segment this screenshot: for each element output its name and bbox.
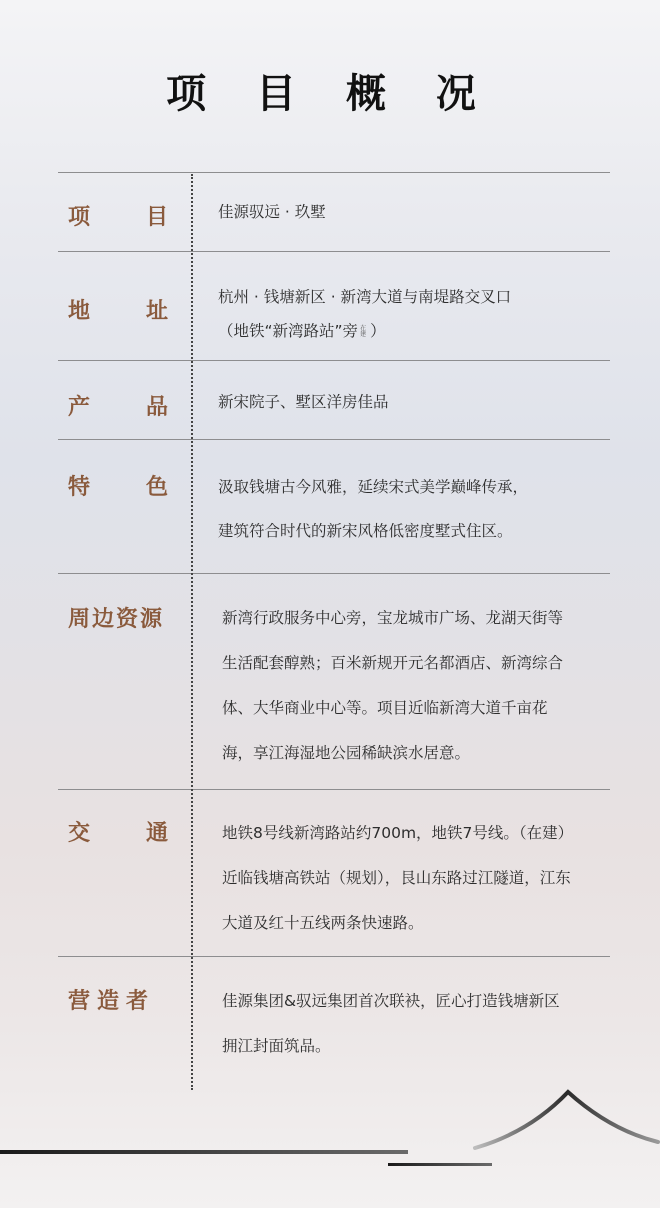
divider [58, 956, 610, 957]
row-text-project [218, 201, 598, 223]
text-line: 新宋院子、墅区洋房佳品 [218, 393, 389, 411]
label-char: 项 [68, 204, 91, 230]
row-label-feature [68, 470, 168, 501]
label-char: 址 [145, 298, 168, 324]
text-line: 杭州 · 钱塘新区 · 新湾大道与南堤路交叉口 [218, 288, 512, 306]
text-line: 大道及红十五线两条快速路。 [222, 914, 424, 932]
row-label-address [68, 294, 168, 325]
divider [58, 172, 610, 173]
label-char: 产 [68, 394, 91, 420]
text-line: 地铁8号线新湾路站约700m，地铁7号线。（在建） [222, 824, 574, 842]
row-text-developer [222, 979, 602, 1069]
row-text-address [218, 280, 598, 348]
label-char: 地 [68, 298, 91, 324]
row-label-transport [68, 816, 168, 847]
address-note-main: （地铁“新湾路站”旁 [218, 322, 359, 340]
label-text: 周边资源 [68, 606, 165, 632]
text-line: 海，享江海湿地公园稀缺滨水居意。 [222, 744, 471, 762]
text-line: 生活配套醇熟；百米新规开元名都酒店、新湾综合 [222, 654, 564, 672]
text-line: 拥江封面筑品。 [222, 1037, 331, 1055]
dotted-column-divider [191, 174, 193, 1090]
text-line: 体、大华商业中心等。项目近临新湾大道千亩花 [222, 699, 548, 717]
divider [58, 573, 610, 574]
bottom-decor-bar [0, 1150, 408, 1154]
bottom-decor-bar [388, 1163, 492, 1166]
row-text-surroundings [222, 596, 602, 776]
label-text: 营造者 [68, 988, 156, 1014]
construction-note: 在建 [360, 324, 367, 338]
label-char: 色 [145, 474, 168, 500]
divider [58, 439, 610, 440]
row-label-developer [68, 984, 168, 1015]
divider [58, 360, 610, 361]
row-label-product [68, 390, 168, 421]
label-char: 目 [145, 204, 168, 230]
label-char: 品 [145, 394, 168, 420]
address-note-close: ） [370, 322, 386, 340]
label-char: 交 [68, 820, 91, 846]
label-char: 通 [145, 820, 168, 846]
row-text-feature [218, 465, 598, 553]
text-line: 近临钱塘高铁站（规划），艮山东路过江隧道，江东 [222, 869, 571, 887]
text-line: 新湾行政服务中心旁，宝龙城市广场、龙湖天街等 [222, 609, 564, 627]
page-title: 项 目 概 况 [166, 70, 494, 117]
row-label-surroundings [68, 602, 168, 633]
text-line [218, 314, 598, 348]
row-text-transport [222, 811, 602, 946]
divider [58, 789, 610, 790]
label-char: 特 [68, 474, 91, 500]
row-label-project [68, 200, 168, 231]
text-line: 建筑符合时代的新宋风格低密度墅式住区。 [218, 522, 513, 540]
text-line: 汲取钱塘古今风雅，延续宋式美学巅峰传承， [218, 478, 529, 496]
roof-decoration-icon [470, 1080, 660, 1160]
text-line: 佳源集团&驭远集团首次联袂，匠心打造钱塘新区 [222, 992, 560, 1010]
divider [58, 251, 610, 252]
text-line: 佳源驭远 · 玖墅 [218, 203, 326, 221]
row-text-product [218, 391, 598, 413]
